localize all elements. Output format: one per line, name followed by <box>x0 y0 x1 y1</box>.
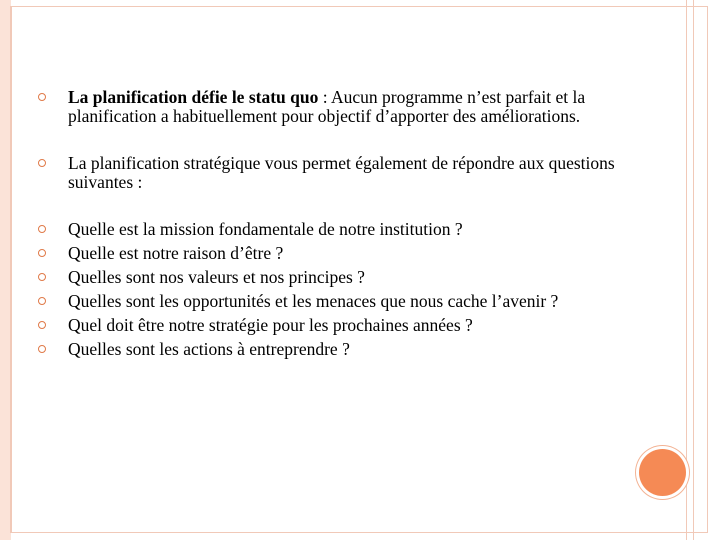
bullet-circle-icon <box>38 321 46 329</box>
decorative-circle <box>639 449 686 496</box>
bullet-circle-icon <box>38 159 46 167</box>
bullet-text: : Aucun programme n’est parfait et la planification a habituellement pour objectif d’apporter des améliorations. <box>68 87 586 126</box>
bullet-text: Quelles sont les opportunités et les menaces que nous cache l’avenir ? <box>68 291 559 311</box>
bullet-circle-icon <box>38 273 46 281</box>
bullet-item-opportunities <box>38 292 638 311</box>
bullet-circle-icon <box>38 225 46 233</box>
bullet-circle-icon <box>38 345 46 353</box>
bullet-text: Quelles sont nos valeurs et nos principes ? <box>68 267 365 287</box>
bullet-text: Quel doit être notre stratégie pour les prochaines années ? <box>68 315 473 335</box>
bullet-text: Quelles sont les actions à entreprendre ? <box>68 339 350 359</box>
bullet-item-actions <box>38 340 638 359</box>
bullet-item-strategy <box>38 316 638 335</box>
bullet-item-strategic-planning <box>38 154 638 192</box>
right-decorative-rule <box>686 0 694 540</box>
bullet-circle-icon <box>38 297 46 305</box>
bullet-text: Quelle est la mission fondamentale de notre institution ? <box>68 219 463 239</box>
bullet-item-values <box>38 268 638 287</box>
bullet-item-mission <box>38 220 638 239</box>
bullet-bold-lead: La planification défie le statu quo <box>68 87 319 107</box>
bullet-text: La planification stratégique vous permet également de répondre aux questions suivantes : <box>68 153 615 192</box>
bullet-list <box>38 88 638 359</box>
bullet-circle-icon <box>38 93 46 101</box>
bullet-circle-icon <box>38 249 46 257</box>
bullet-item-raison-detre <box>38 244 638 263</box>
bullet-item-planning-challenges <box>38 88 638 126</box>
bullet-text: Quelle est notre raison d’être ? <box>68 243 284 263</box>
